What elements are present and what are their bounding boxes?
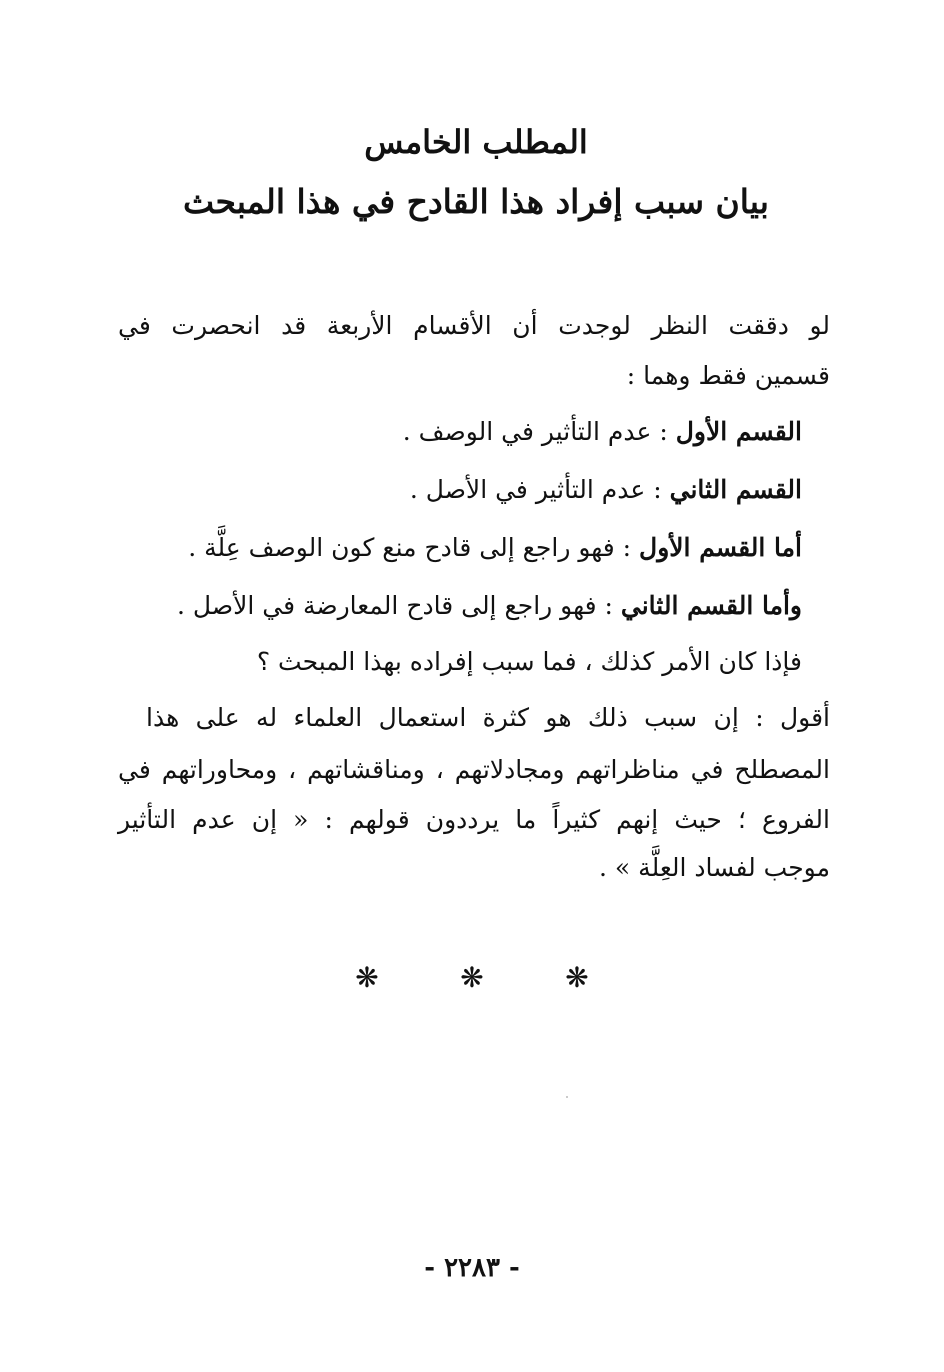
first-section-label: القسم الأول — [675, 417, 802, 446]
section-title: المطلب الخامس — [364, 123, 588, 161]
section-subtitle: بيان سبب إفراد هذا القادح في هذا المبحث — [183, 182, 769, 221]
as-second-section-line — [118, 586, 802, 626]
answer-line-2: المصطلح في مناظراتهم ومجادلاتهم ، ومناقشاتهم ، ومحاوراتهم في — [118, 755, 830, 784]
answer-line-1-text: أقول : إن سبب ذلك هو كثرة استعمال العلماء له على هذا — [146, 703, 830, 732]
intro-line-1 — [118, 306, 830, 346]
section-separator — [352, 958, 592, 998]
question-line: فإذا كان الأمر كذلك ، فما سبب إفراده بهذا المبحث ؟ — [256, 647, 802, 676]
star-icon: ❋ — [355, 961, 379, 994]
second-section-line — [118, 470, 802, 510]
scan-speck — [566, 1096, 568, 1098]
as-first-section-line — [118, 528, 802, 568]
intro-line-2: قسمين فقط وهما : — [626, 361, 830, 390]
as-second-section-label: وأما القسم الثاني — [620, 591, 802, 620]
answer-line-3: الفروع ؛ حيث إنهم كثيراً ما يرددون قولهم : « إن عدم التأثير — [118, 805, 830, 834]
as-first-section-label: أما القسم الأول — [639, 533, 802, 562]
first-section-text: : عدم التأثير في الوصف . — [402, 417, 676, 446]
page-number: - ٢٢٨٣ - — [424, 1253, 520, 1283]
star-icon: ❋ — [460, 961, 484, 994]
answer-line-4: موجب لفساد العِلَّة » . — [599, 853, 830, 882]
second-section-label: القسم الثاني — [669, 475, 802, 504]
first-section-line — [118, 412, 802, 452]
answer-line-1 — [118, 698, 830, 738]
second-section-text: : عدم التأثير في الأصل . — [409, 475, 670, 504]
intro-line-1-text: لو دققت النظر لوجدت أن الأقسام الأربعة قد انحصرت في — [118, 311, 830, 340]
as-second-section-text: : فهو راجع إلى قادح المعارضة في الأصل . — [177, 591, 621, 620]
as-first-section-text: : فهو راجع إلى قادح منع كون الوصف عِلَّة . — [188, 533, 640, 562]
star-icon: ❋ — [565, 961, 589, 994]
